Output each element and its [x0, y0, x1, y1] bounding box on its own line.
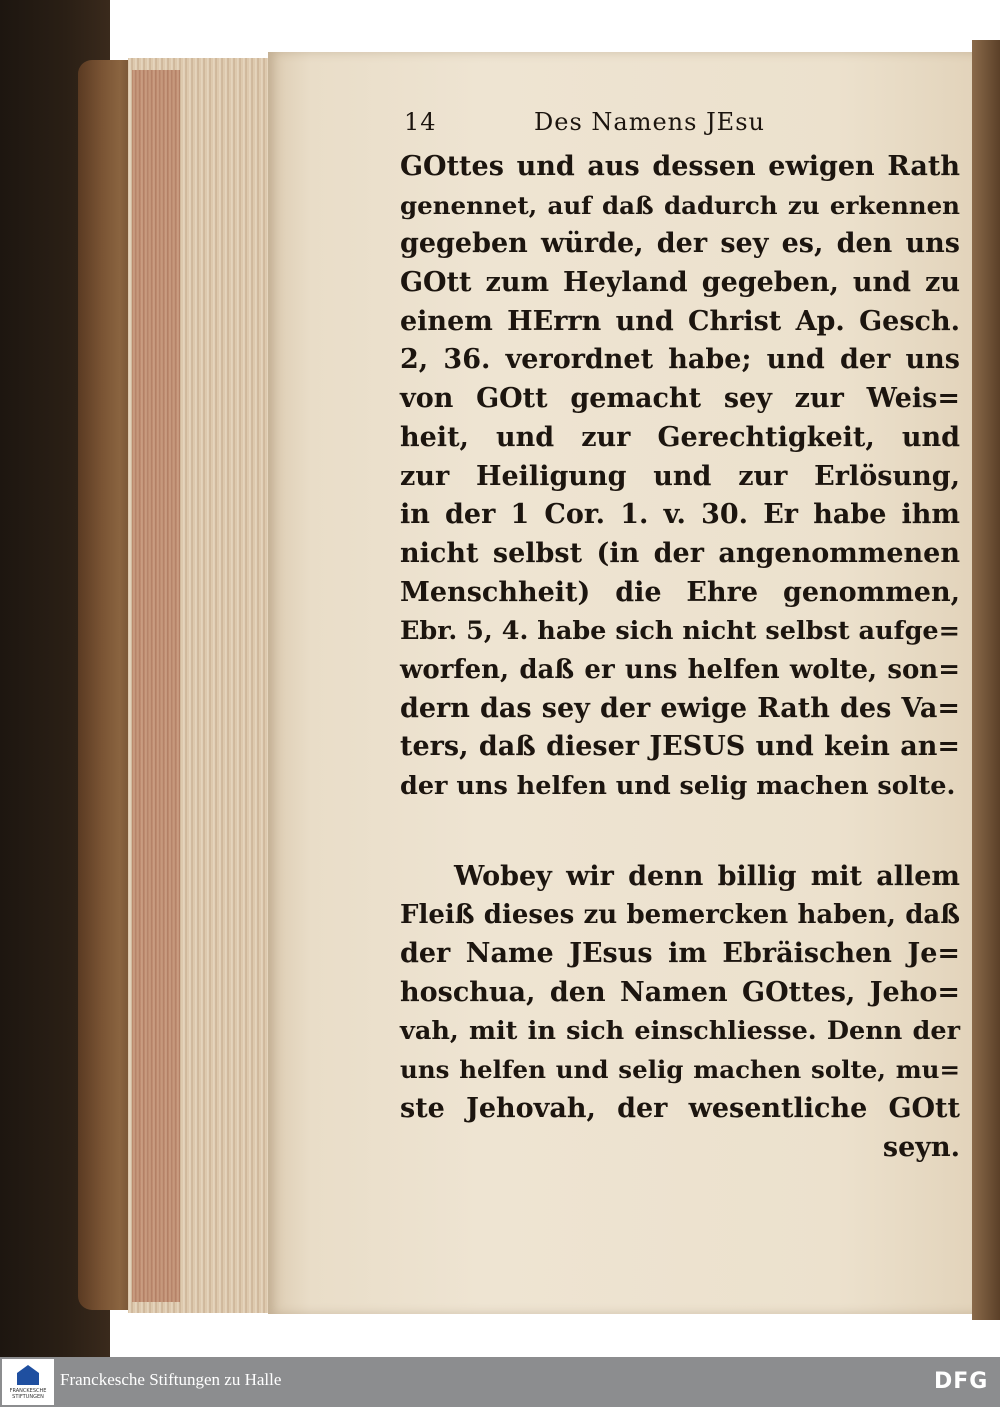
- text-line: nicht selbst (in der angenommenen: [400, 537, 960, 569]
- red-page-edge: [132, 70, 180, 1302]
- book-cover-right: [972, 40, 1000, 1320]
- running-head: [400, 104, 960, 148]
- text-line: Wobey wir denn billig mit allem: [454, 860, 960, 892]
- text-line: einem HErrn und Christ Ap. Gesch.: [400, 305, 960, 337]
- text-line: zur Heiligung und zur Erlösung,: [400, 460, 960, 492]
- text-line: Menschheit) die Ehre genommen,: [400, 576, 960, 608]
- text-line: ters, daß dieser JESUS und kein an=: [400, 731, 960, 763]
- text-line: worfen, daß er uns helfen wolte, son=: [400, 654, 960, 685]
- page-number: 14: [404, 108, 437, 136]
- paragraph-1: [400, 148, 960, 806]
- text-line: der Name JEsus im Ebräischen Je=: [400, 938, 960, 970]
- text-line: GOtt zum Heyland gegeben, und zu: [400, 267, 960, 299]
- text-line: GOttes und aus dessen ewigen Rath: [400, 151, 960, 182]
- viewer-footer: [0, 1357, 1000, 1407]
- text-line: in der 1 Cor. 1. v. 30. Er habe ihm: [400, 499, 960, 531]
- text-line: von GOtt gemacht sey zur Weis=: [400, 383, 960, 415]
- running-title: Des Namens JEsu: [534, 108, 765, 136]
- text-line: 2, 36. verordnet habe; und der uns: [400, 344, 960, 376]
- text-line: gegeben würde, der sey es, den uns: [400, 228, 960, 260]
- text-line: der uns helfen und selig machen solte.: [400, 771, 956, 801]
- text-line: uns helfen und selig machen solte, mu=: [400, 1055, 960, 1085]
- text-line: Ebr. 5, 4. habe sich nicht selbst aufge=: [400, 616, 960, 647]
- institution-logo[interactable]: [2, 1359, 54, 1405]
- text-line: genennet, auf daß dadurch zu erkennen: [400, 190, 960, 220]
- house-icon: [17, 1365, 39, 1385]
- page-text: [400, 104, 960, 1167]
- text-line: Fleiß dieses zu bemercken haben, daß: [400, 900, 960, 931]
- text-line: vah, mit in sich einschliesse. Denn der: [400, 1016, 960, 1047]
- text-line: ste Jehovah, der wesentliche GOtt: [400, 1092, 960, 1124]
- catchword: seyn.: [882, 1131, 960, 1163]
- logo-text: FRANCKESCHE STIFTUNGEN: [9, 1388, 47, 1400]
- text-line: dern das sey der ewige Rath des Va=: [400, 692, 960, 724]
- text-line: hoschua, den Namen GOttes, Jeho=: [400, 976, 960, 1008]
- paragraph-2: [400, 858, 960, 1168]
- institution-name[interactable]: Franckesche Stiftungen zu Halle: [60, 1370, 282, 1389]
- dfg-logo[interactable]: DFG: [934, 1369, 989, 1394]
- text-line: heit, und zur Gerechtigkeit, und: [400, 421, 960, 453]
